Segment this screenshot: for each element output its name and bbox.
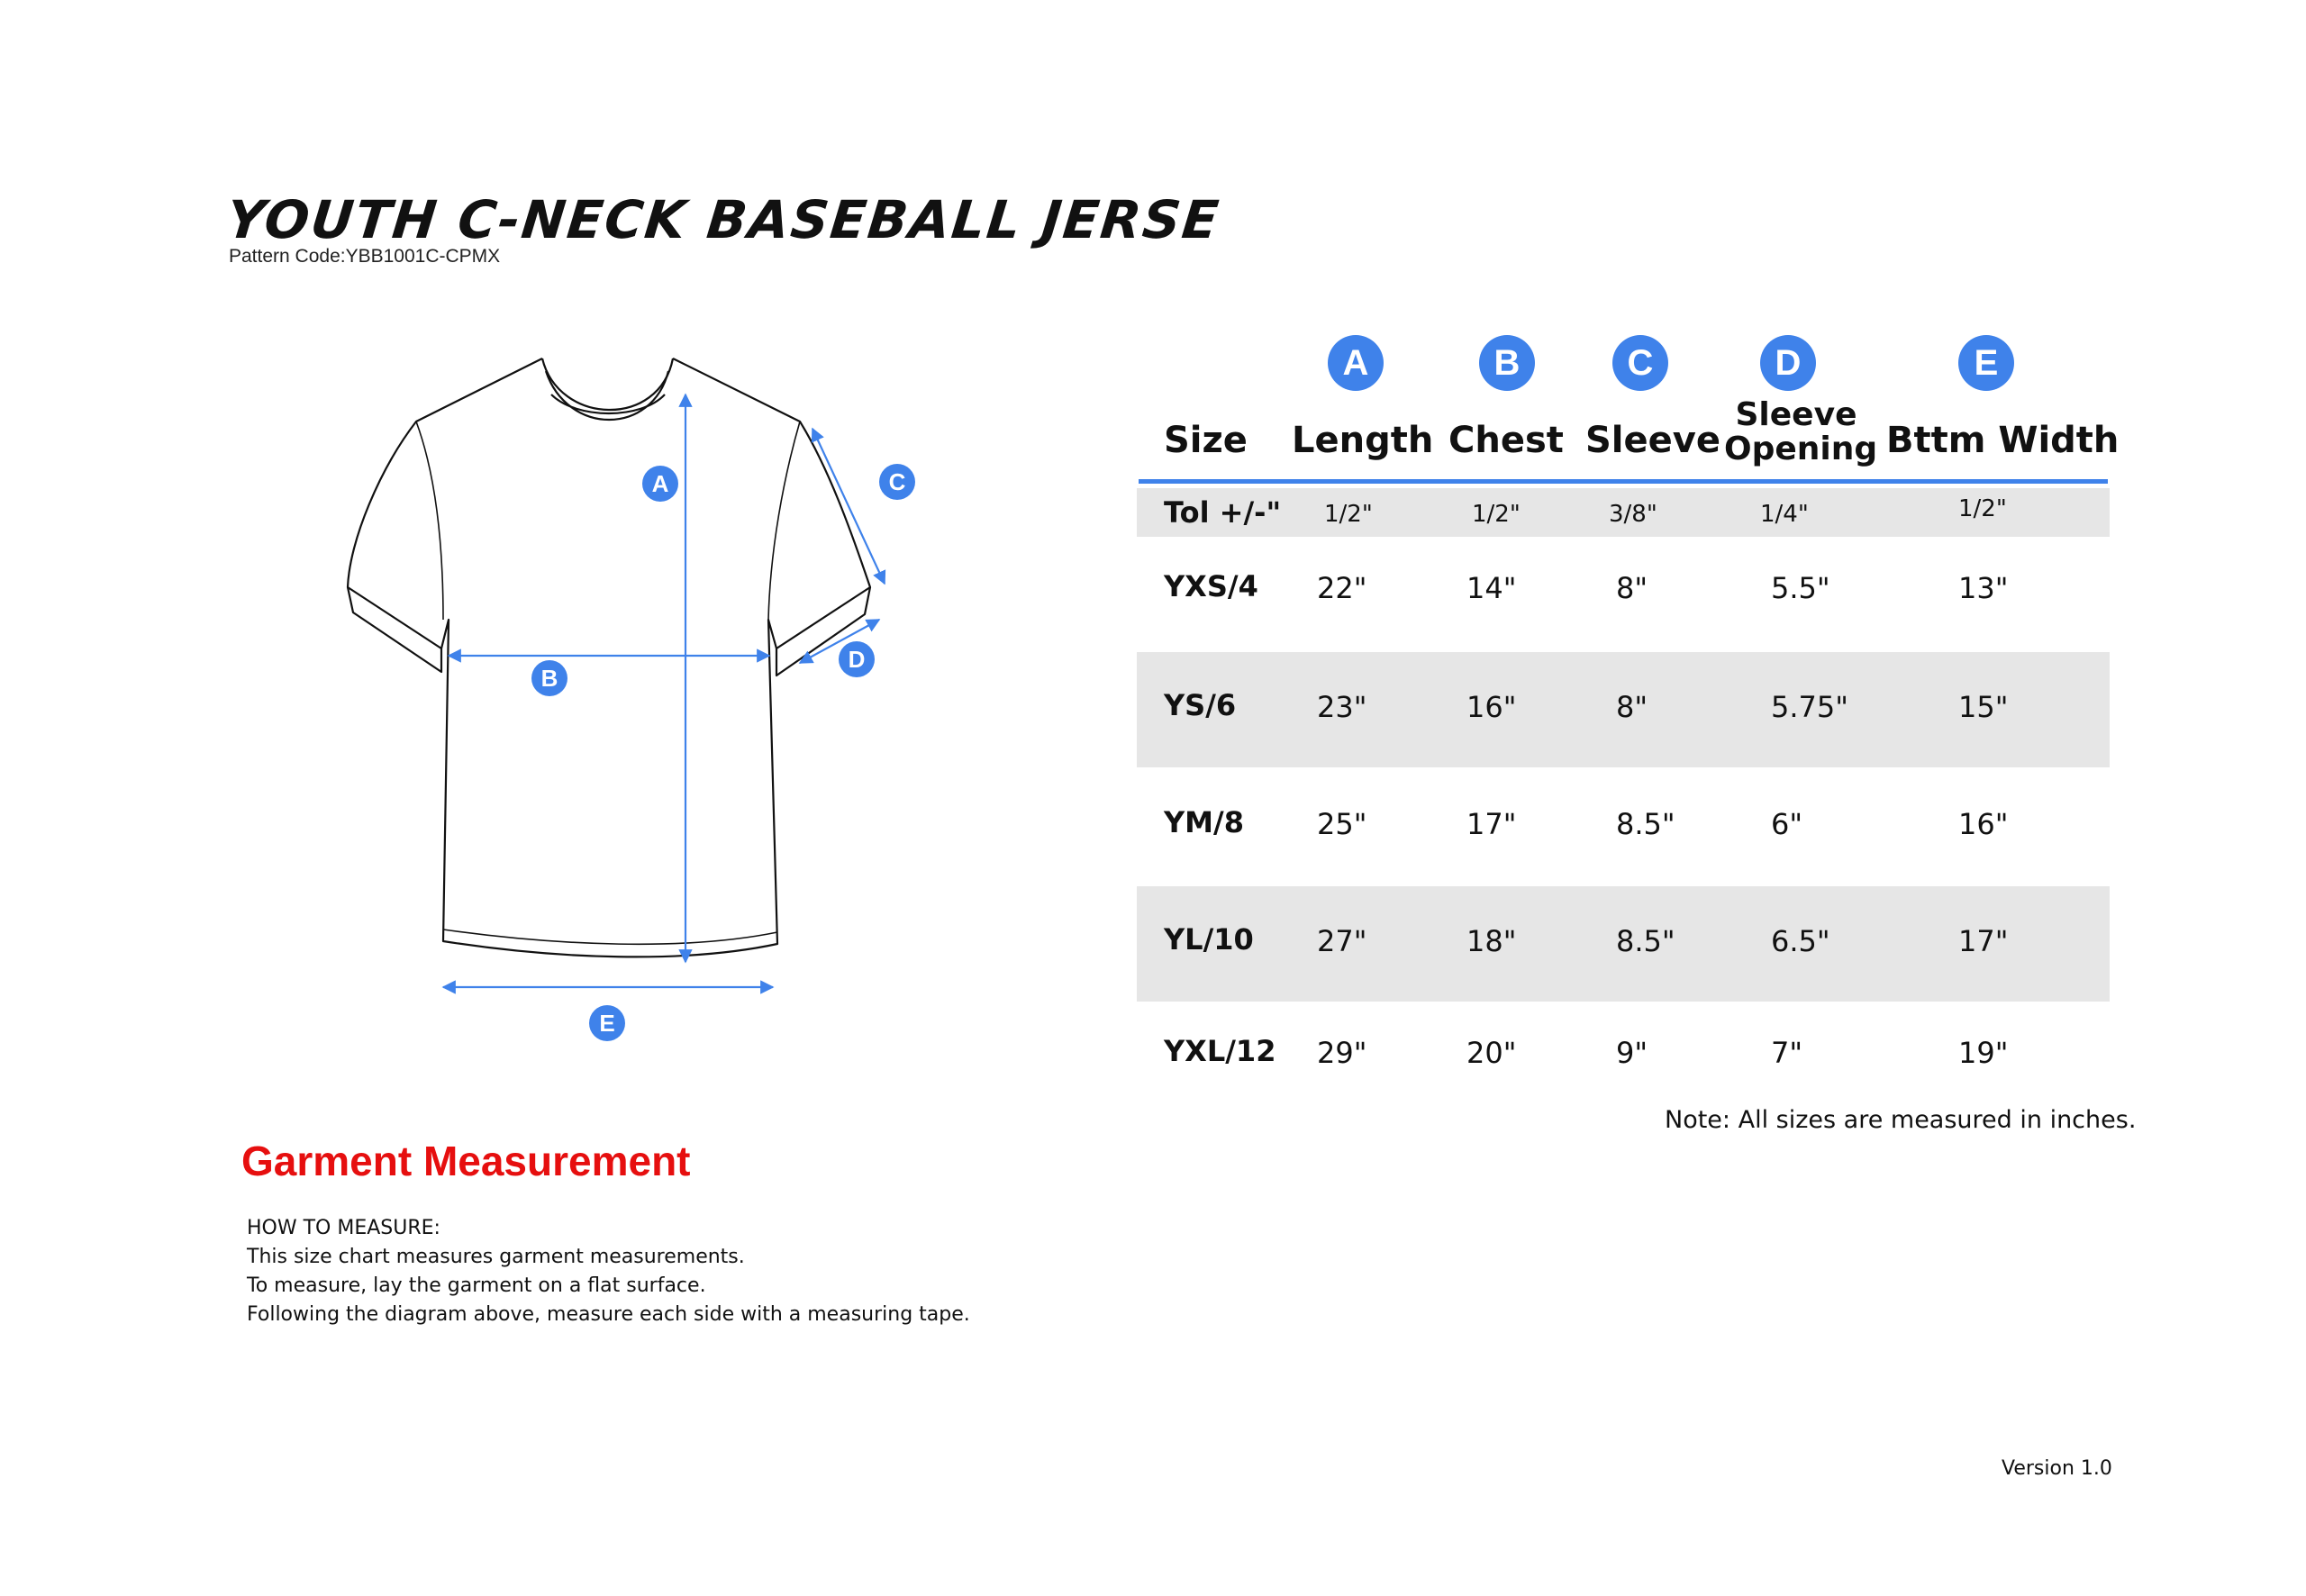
column-header-length: Length: [1292, 420, 1434, 461]
label-a-marker: [642, 466, 678, 502]
pattern-code: Pattern Code:YBB1001C-CPMX: [229, 246, 501, 267]
column-header-sleeve-opening: [1724, 396, 1878, 467]
label-d: D: [848, 646, 866, 673]
sleeve-cell: 9": [1616, 1036, 1648, 1070]
tolerance-sleeve-opening: 1/4": [1760, 501, 1809, 528]
tolerance-label: Tol +/-": [1164, 495, 1282, 530]
label-c: C: [888, 468, 906, 495]
table-note: Note: All sizes are measured in inches.: [1665, 1106, 2137, 1134]
chest-cell: 14": [1466, 571, 1517, 605]
tolerance-chest: 1/2": [1472, 501, 1521, 528]
column-header-size: Size: [1164, 420, 1248, 461]
sleeve-cell: 8.5": [1616, 924, 1675, 958]
size-table: [1137, 324, 2120, 1135]
header-rule: [1139, 479, 2108, 484]
instruction-line: This size chart measures garment measurements.: [247, 1246, 745, 1268]
label-a: A: [651, 470, 669, 497]
version-label: Version 1.0: [2002, 1457, 2112, 1480]
tshirt-outline: [348, 358, 870, 957]
chest-cell: 16": [1466, 690, 1517, 724]
sleeve-opening-cell: 7": [1771, 1036, 1803, 1070]
bttm-width-cell: 19": [1958, 1036, 2009, 1070]
length-cell: 29": [1317, 1036, 1367, 1070]
tolerance-sleeve: 3/8": [1609, 501, 1657, 528]
chest-cell: 18": [1466, 924, 1517, 958]
sleeve-opening-cell: 5.75": [1771, 690, 1848, 724]
column-b-badge: B: [1479, 335, 1535, 391]
length-cell: 23": [1317, 690, 1367, 724]
how-to-measure-text: [247, 1214, 970, 1329]
tolerance-bttm-width: 1/2": [1958, 495, 2007, 522]
sleeve-opening-line-2: Opening: [1724, 431, 1878, 467]
bttm-width-cell: 16": [1958, 807, 2009, 841]
sleeve-cell: 8": [1616, 571, 1648, 605]
length-cell: 27": [1317, 924, 1367, 958]
label-e-marker: [589, 1005, 625, 1041]
column-c-badge: C: [1612, 335, 1668, 391]
sleeve-cell: 8": [1616, 690, 1648, 724]
bttm-width-cell: 15": [1958, 690, 2009, 724]
chest-cell: 20": [1466, 1036, 1517, 1070]
sleeve-opening-cell: 5.5": [1771, 571, 1830, 605]
label-b: B: [540, 665, 558, 692]
bttm-width-cell: 13": [1958, 571, 2009, 605]
page-title: YOUTH C-NECK BASEBALL JERSE: [223, 189, 1223, 250]
column-e-badge: E: [1958, 335, 2014, 391]
instruction-line: HOW TO MEASURE:: [247, 1217, 440, 1239]
size-cell: YXL/12: [1164, 1034, 1276, 1068]
instruction-line: Following the diagram above, measure each side with a measuring tape.: [247, 1303, 970, 1326]
length-cell: 25": [1317, 807, 1367, 841]
tshirt-diagram: [306, 342, 955, 1045]
label-e: E: [599, 1010, 615, 1037]
label-d-marker: [839, 641, 875, 677]
sleeve-opening-line-1: Sleeve: [1735, 396, 1857, 433]
sleeve-cell: 8.5": [1616, 807, 1675, 841]
size-cell: YS/6: [1164, 688, 1237, 722]
size-cell: YXS/4: [1164, 569, 1258, 603]
length-cell: 22": [1317, 571, 1367, 605]
sleeve-opening-cell: 6.5": [1771, 924, 1830, 958]
instruction-line: To measure, lay the garment on a flat surface.: [247, 1274, 706, 1297]
label-c-marker: [879, 464, 915, 500]
sleeve-opening-cell: 6": [1771, 807, 1803, 841]
column-a-badge: A: [1328, 335, 1384, 391]
column-d-badge: D: [1760, 335, 1816, 391]
label-b-marker: [531, 660, 567, 696]
column-header-sleeve: Sleeve: [1585, 420, 1720, 461]
column-header-chest: Chest: [1448, 420, 1564, 461]
tolerance-length: 1/2": [1324, 501, 1373, 528]
size-cell: YM/8: [1164, 805, 1244, 839]
column-header-bttm-width: Bttm Width: [1886, 420, 2120, 461]
garment-measurement-heading: Garment Measurement: [241, 1138, 691, 1184]
chest-cell: 17": [1466, 807, 1517, 841]
bttm-width-cell: 17": [1958, 924, 2009, 958]
size-cell: YL/10: [1164, 922, 1254, 957]
